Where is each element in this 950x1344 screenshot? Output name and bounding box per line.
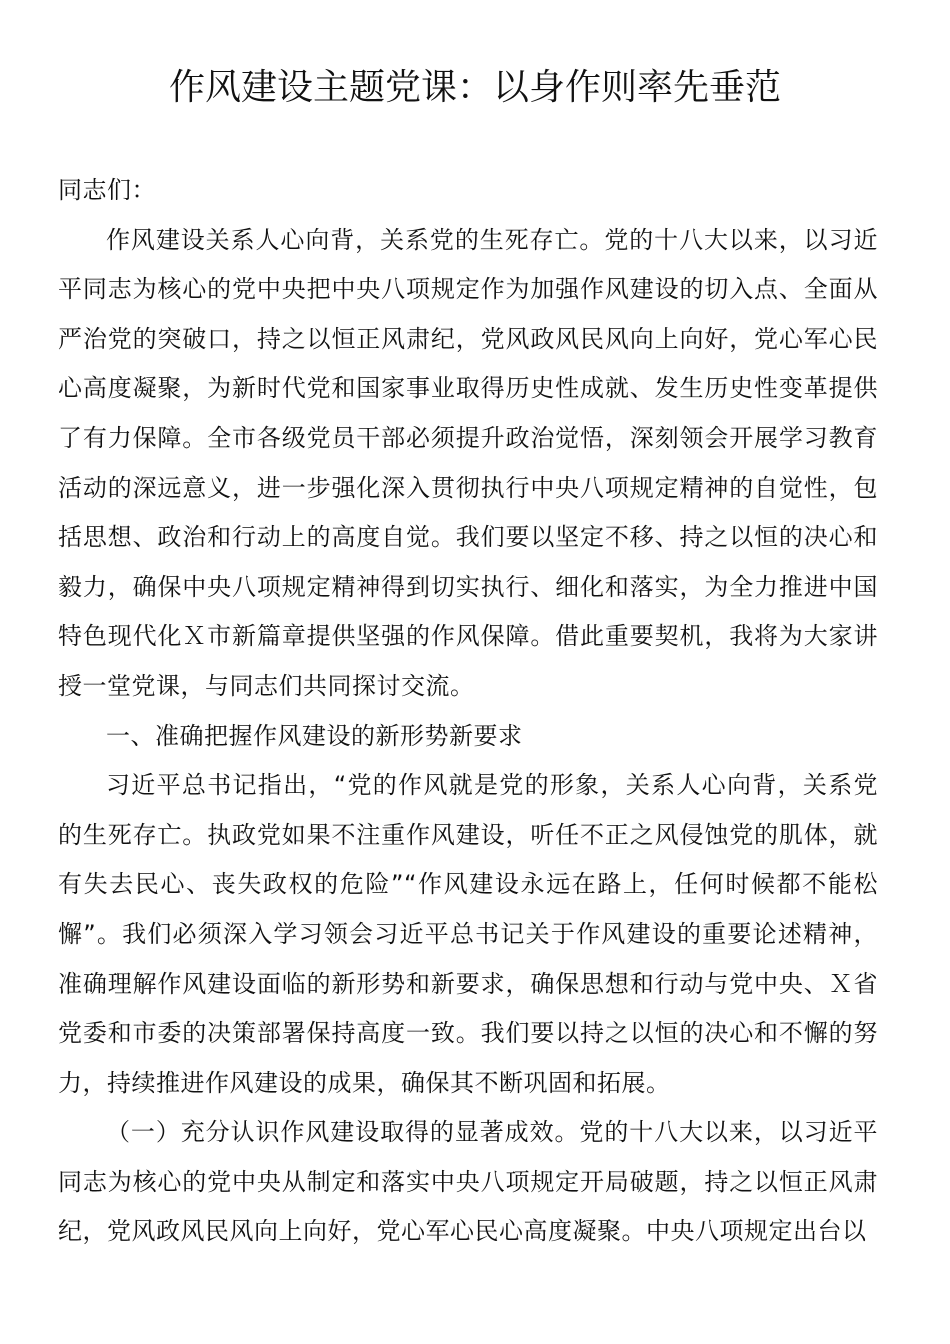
paragraph-intro: 作风建设关系人心向背，关系党的生死存亡。党的十八大以来，以习近平同志为核心的党中央把中央八项规定作为加强作风建设的切入点、全面从严治党的突破口，持之以恒正风肃纪，党风政风民风向上向好，党心军心民心高度凝聚，为新时代党和国家事业取得历史性成就、发生历史性变革提供了有力保障。全市各级党员干部必须提升政治觉悟，深刻领会开展学习教育活动的深远意义，进一步强化深入贯彻执行中央八项规定精神的自觉性，包括思想、政治和行动上的高度自觉。我们要以坚定不移、持之以恒的决心和毅力，确保中央八项规定精神得到切实执行、细化和落实，为全力推进中国特色现代化Ｘ市新篇章提供坚强的作风保障。借此重要契机，我将为大家讲授一堂党课，与同志们共同探讨交流。	[58, 225, 878, 700]
document-body	[58, 166, 878, 1257]
document-title: 作风建设主题党课：以身作则率先垂范	[168, 67, 781, 108]
section-heading-1: 一、准确把握作风建设的新形势新要求	[106, 721, 523, 750]
paragraph-subsection-1: （一）充分认识作风建设取得的显著成效。党的十八大以来，以习近平同志为核心的党中央从制定和落实中央八项规定开局破题，持之以恒正风肃纪，党风政风民风向上向好，党心军心民心高度凝聚。中央八项规定出台以	[58, 1118, 878, 1246]
salutation: 同志们：	[58, 176, 156, 204]
paragraph-quote: 习近平总书记指出，“党的作风就是党的形象，关系人心向背，关系党的生死存亡。执政党如果不注重作风建设，听任不正之风侵蚀党的肌体，就有失去民心、丧失政权的危险”“作风建设永远在路上，任何时候都不能松懈”。我们必须深入学习领会习近平总书记关于作风建设的重要论述精神，准确理解作风建设面临的新形势和新要求，确保思想和行动与党中央、Ｘ省党委和市委的决策部署保持高度一致。我们要以持之以恒的决心和不懈的努力，持续推进作风建设的成果，确保其不断巩固和拓展。	[58, 771, 878, 1097]
